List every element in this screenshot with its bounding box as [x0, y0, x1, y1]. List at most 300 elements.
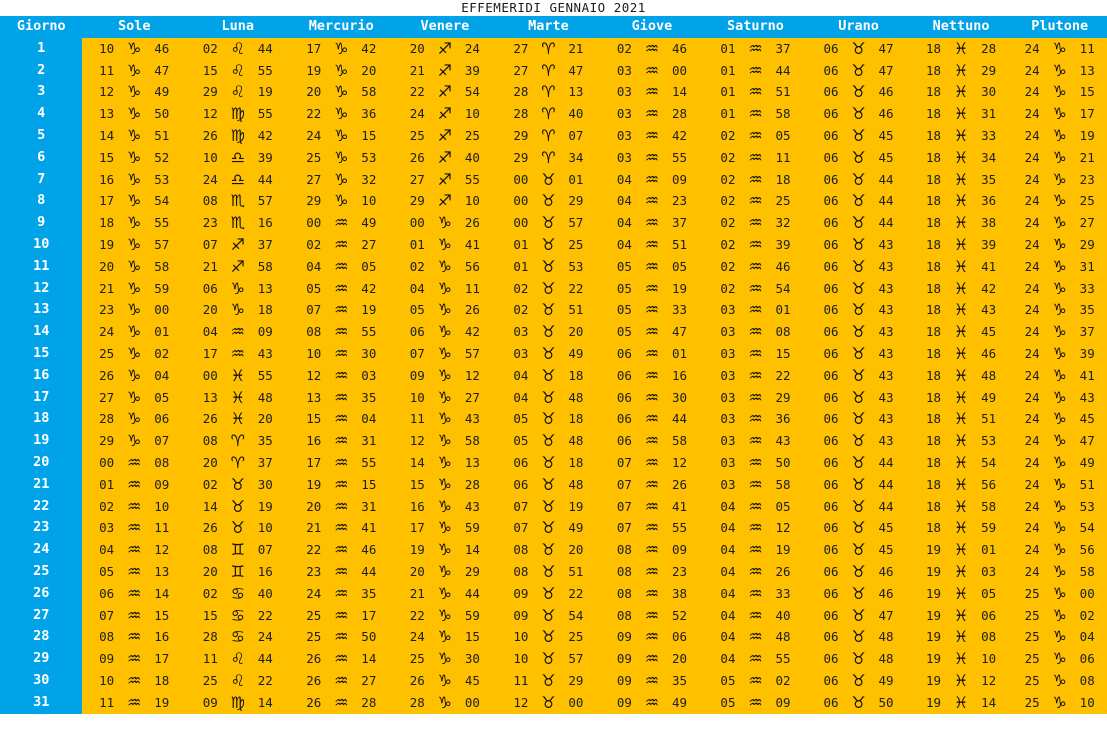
degrees-value: 24: [1024, 106, 1040, 122]
position-cell-plutone: [1012, 648, 1107, 670]
day-number: 2: [0, 60, 82, 82]
degrees-value: 02: [720, 149, 736, 165]
minutes-value: 44: [257, 651, 273, 667]
zodiac-cp-icon: ♑︎: [437, 452, 453, 472]
degrees-value: 08: [202, 433, 218, 449]
position-cell-nettuno: [910, 626, 1013, 648]
position-cell-sole: [82, 430, 186, 452]
degrees-value: 24: [1024, 476, 1040, 492]
zodiac-ta-icon: ♉︎: [851, 147, 866, 167]
zodiac-ta-icon: ♉︎: [851, 605, 866, 625]
day-number: 25: [0, 561, 82, 583]
zodiac-aq-icon: ♒︎: [748, 278, 763, 298]
minutes-value: 43: [878, 280, 894, 296]
minutes-value: 53: [1079, 498, 1095, 514]
position-cell-marte: [497, 583, 601, 605]
zodiac-cp-icon: ♑︎: [1052, 409, 1067, 429]
minutes-value: 48: [568, 476, 584, 492]
zodiac-aq-icon: ♒︎: [748, 104, 763, 124]
position-cell-marte: [497, 648, 601, 670]
minutes-value: 10: [981, 651, 997, 667]
minutes-value: 42: [464, 324, 480, 340]
position-cell-nettuno: [910, 670, 1013, 692]
minutes-value: 35: [361, 389, 377, 405]
minutes-value: 09: [257, 324, 273, 340]
position-cell-venere: [393, 60, 497, 82]
zodiac-ta-icon: ♉︎: [851, 322, 866, 342]
position-cell-nettuno: [910, 605, 1013, 627]
position-cell-giove: [600, 256, 704, 278]
position-cell-plutone: [1012, 539, 1107, 561]
table-row: [0, 605, 1107, 627]
degrees-value: 06: [823, 302, 839, 318]
degrees-value: 02: [513, 280, 529, 296]
degrees-value: 22: [306, 542, 322, 558]
minutes-value: 36: [981, 193, 997, 209]
minutes-value: 47: [568, 62, 584, 78]
degrees-value: 01: [720, 62, 736, 78]
degrees-value: 08: [616, 542, 632, 558]
degrees-value: 06: [823, 40, 839, 56]
degrees-value: 21: [306, 520, 322, 536]
minutes-value: 44: [878, 498, 894, 514]
position-cell-marte: [497, 626, 601, 648]
position-cell-urano: [807, 103, 910, 125]
minutes-value: 51: [671, 236, 687, 252]
position-cell-plutone: [1012, 147, 1107, 169]
day-number: 5: [0, 125, 82, 147]
minutes-value: 43: [257, 345, 273, 361]
minutes-value: 57: [257, 193, 273, 209]
degrees-value: 04: [616, 236, 632, 252]
position-cell-giove: [600, 430, 704, 452]
minutes-value: 18: [568, 411, 584, 427]
degrees-value: 02: [202, 476, 218, 492]
minutes-value: 26: [464, 215, 480, 231]
degrees-value: 04: [720, 498, 736, 514]
zodiac-aq-icon: ♒︎: [748, 649, 763, 669]
minutes-value: 49: [981, 389, 997, 405]
minutes-value: 51: [775, 84, 791, 100]
position-cell-luna: [186, 496, 290, 518]
zodiac-pi-icon: ♓︎: [953, 60, 969, 80]
position-cell-urano: [807, 539, 910, 561]
degrees-value: 20: [306, 498, 322, 514]
position-cell-nettuno: [910, 583, 1013, 605]
degrees-value: 20: [99, 258, 115, 274]
position-cell-mercurio: [290, 452, 394, 474]
degrees-value: 25: [409, 651, 425, 667]
degrees-value: 16: [99, 171, 115, 187]
minutes-value: 57: [568, 651, 584, 667]
degrees-value: 06: [616, 389, 632, 405]
degrees-value: 14: [202, 498, 218, 514]
minutes-value: 22: [568, 585, 584, 601]
minutes-value: 12: [671, 454, 687, 470]
zodiac-cp-icon: ♑︎: [437, 234, 453, 254]
zodiac-aq-icon: ♒︎: [644, 409, 660, 429]
zodiac-aq-icon: ♒︎: [644, 38, 660, 58]
position-cell-saturno: [704, 38, 808, 60]
position-cell-saturno: [704, 321, 808, 343]
position-cell-urano: [807, 278, 910, 300]
zodiac-aq-icon: ♒︎: [748, 169, 763, 189]
degrees-value: 04: [616, 215, 632, 231]
zodiac-cp-icon: ♑︎: [437, 278, 453, 298]
degrees-value: 18: [926, 84, 942, 100]
position-cell-giove: [600, 496, 704, 518]
degrees-value: 09: [513, 607, 529, 623]
table-body: [0, 38, 1107, 714]
zodiac-cp-icon: ♑︎: [127, 234, 142, 254]
zodiac-ta-icon: ♉︎: [851, 431, 866, 451]
degrees-value: 00: [99, 454, 115, 470]
degrees-value: 18: [926, 324, 942, 340]
minutes-value: 06: [981, 607, 997, 623]
zodiac-ta-icon: ♉︎: [230, 518, 245, 538]
position-cell-plutone: [1012, 365, 1107, 387]
minutes-value: 43: [981, 302, 997, 318]
position-cell-saturno: [704, 299, 808, 321]
table-row: [0, 561, 1107, 583]
position-cell-sole: [82, 278, 186, 300]
position-cell-mercurio: [290, 103, 394, 125]
zodiac-ta-icon: ♉︎: [541, 431, 556, 451]
table-row: [0, 648, 1107, 670]
zodiac-aq-icon: ♒︎: [748, 452, 763, 472]
zodiac-cp-icon: ♑︎: [437, 649, 453, 669]
degrees-value: 03: [720, 454, 736, 470]
zodiac-cp-icon: ♑︎: [1052, 474, 1067, 494]
position-cell-venere: [393, 234, 497, 256]
degrees-value: 18: [926, 476, 942, 492]
position-cell-venere: [393, 539, 497, 561]
position-cell-urano: [807, 256, 910, 278]
zodiac-ta-icon: ♉︎: [851, 692, 866, 712]
position-cell-urano: [807, 38, 910, 60]
position-cell-mercurio: [290, 365, 394, 387]
zodiac-aq-icon: ♒︎: [748, 518, 763, 538]
minutes-value: 17: [361, 607, 377, 623]
degrees-value: 08: [616, 585, 632, 601]
minutes-value: 37: [1079, 324, 1095, 340]
minutes-value: 54: [981, 454, 997, 470]
minutes-value: 22: [568, 280, 584, 296]
zodiac-ta-icon: ♉︎: [541, 627, 556, 647]
zodiac-sa-icon: ♐︎: [437, 147, 453, 167]
zodiac-ta-icon: ♉︎: [541, 169, 556, 189]
degrees-value: 03: [513, 324, 529, 340]
minutes-value: 13: [154, 563, 170, 579]
position-cell-nettuno: [910, 299, 1013, 321]
table-row: [0, 626, 1107, 648]
position-cell-urano: [807, 583, 910, 605]
zodiac-le-icon: ♌︎: [230, 82, 245, 102]
minutes-value: 04: [1079, 629, 1095, 645]
position-cell-plutone: [1012, 125, 1107, 147]
position-cell-sole: [82, 321, 186, 343]
zodiac-aq-icon: ♒︎: [748, 627, 763, 647]
degrees-value: 25: [1024, 694, 1040, 710]
zodiac-aq-icon: ♒︎: [748, 60, 763, 80]
position-cell-giove: [600, 343, 704, 365]
minutes-value: 05: [154, 389, 170, 405]
minutes-value: 28: [361, 694, 377, 710]
position-cell-marte: [497, 605, 601, 627]
zodiac-aq-icon: ♒︎: [644, 278, 660, 298]
minutes-value: 08: [981, 629, 997, 645]
degrees-value: 04: [720, 563, 736, 579]
minutes-value: 09: [671, 542, 687, 558]
zodiac-ge-icon: ♊︎: [230, 540, 245, 560]
position-cell-sole: [82, 147, 186, 169]
degrees-value: 24: [1024, 563, 1040, 579]
degrees-value: 24: [409, 106, 425, 122]
position-cell-venere: [393, 605, 497, 627]
zodiac-ta-icon: ♉︎: [851, 125, 866, 145]
degrees-value: 20: [202, 563, 218, 579]
day-number: 17: [0, 387, 82, 409]
degrees-value: 24: [1024, 411, 1040, 427]
zodiac-aq-icon: ♒︎: [230, 322, 245, 342]
minutes-value: 35: [361, 585, 377, 601]
zodiac-aq-icon: ♒︎: [644, 104, 660, 124]
minutes-value: 23: [671, 563, 687, 579]
degrees-value: 18: [926, 454, 942, 470]
column-header-luna: Luna: [186, 16, 290, 38]
position-cell-mercurio: [290, 605, 394, 627]
position-cell-saturno: [704, 343, 808, 365]
minutes-value: 19: [257, 84, 273, 100]
degrees-value: 24: [1024, 236, 1040, 252]
degrees-value: 16: [409, 498, 425, 514]
zodiac-aq-icon: ♒︎: [748, 300, 763, 320]
degrees-value: 01: [513, 236, 529, 252]
position-cell-luna: [186, 343, 290, 365]
minutes-value: 42: [257, 127, 273, 143]
degrees-value: 24: [1024, 171, 1040, 187]
position-cell-nettuno: [910, 81, 1013, 103]
zodiac-cp-icon: ♑︎: [437, 322, 453, 342]
day-number: 28: [0, 626, 82, 648]
day-number: 19: [0, 430, 82, 452]
degrees-value: 28: [202, 629, 218, 645]
zodiac-aq-icon: ♒︎: [748, 583, 763, 603]
minutes-value: 18: [154, 672, 170, 688]
degrees-value: 06: [513, 454, 529, 470]
degrees-value: 18: [926, 389, 942, 405]
zodiac-ar-icon: ♈︎: [541, 125, 556, 145]
position-cell-nettuno: [910, 343, 1013, 365]
zodiac-aq-icon: ♒︎: [748, 125, 763, 145]
degrees-value: 03: [99, 520, 115, 536]
day-number: 8: [0, 190, 82, 212]
minutes-value: 44: [878, 193, 894, 209]
minutes-value: 14: [981, 694, 997, 710]
degrees-value: 24: [1024, 40, 1040, 56]
degrees-value: 25: [202, 672, 218, 688]
position-cell-plutone: [1012, 212, 1107, 234]
position-cell-luna: [186, 452, 290, 474]
degrees-value: 02: [720, 127, 736, 143]
minutes-value: 53: [981, 433, 997, 449]
position-cell-plutone: [1012, 496, 1107, 518]
position-cell-nettuno: [910, 539, 1013, 561]
minutes-value: 44: [361, 563, 377, 579]
minutes-value: 43: [464, 411, 480, 427]
minutes-value: 44: [878, 215, 894, 231]
position-cell-plutone: [1012, 38, 1107, 60]
zodiac-cp-icon: ♑︎: [334, 82, 349, 102]
minutes-value: 35: [257, 433, 273, 449]
zodiac-cp-icon: ♑︎: [127, 343, 142, 363]
position-cell-luna: [186, 278, 290, 300]
degrees-value: 18: [926, 433, 942, 449]
position-cell-urano: [807, 147, 910, 169]
position-cell-giove: [600, 561, 704, 583]
header-row: [0, 16, 1107, 38]
degrees-value: 24: [409, 629, 425, 645]
zodiac-aq-icon: ♒︎: [644, 496, 660, 516]
minutes-value: 01: [981, 542, 997, 558]
position-cell-venere: [393, 387, 497, 409]
degrees-value: 29: [202, 84, 218, 100]
minutes-value: 51: [154, 127, 170, 143]
position-cell-marte: [497, 539, 601, 561]
zodiac-cp-icon: ♑︎: [127, 147, 142, 167]
minutes-value: 06: [154, 411, 170, 427]
position-cell-marte: [497, 256, 601, 278]
position-cell-saturno: [704, 583, 808, 605]
minutes-value: 48: [878, 629, 894, 645]
zodiac-aq-icon: ♒︎: [334, 322, 349, 342]
degrees-value: 19: [99, 236, 115, 252]
degrees-value: 06: [823, 651, 839, 667]
degrees-value: 04: [616, 171, 632, 187]
minutes-value: 03: [361, 367, 377, 383]
degrees-value: 29: [513, 149, 529, 165]
minutes-value: 33: [775, 585, 791, 601]
minutes-value: 46: [878, 563, 894, 579]
minutes-value: 56: [1079, 542, 1095, 558]
degrees-value: 05: [616, 302, 632, 318]
position-cell-nettuno: [910, 648, 1013, 670]
degrees-value: 24: [1024, 302, 1040, 318]
zodiac-cn-icon: ♋︎: [230, 605, 245, 625]
minutes-value: 57: [568, 215, 584, 231]
minutes-value: 49: [1079, 454, 1095, 470]
minutes-value: 58: [464, 433, 480, 449]
zodiac-cp-icon: ♑︎: [127, 82, 142, 102]
position-cell-venere: [393, 692, 497, 714]
degrees-value: 04: [720, 651, 736, 667]
day-number: 7: [0, 169, 82, 191]
position-cell-sole: [82, 212, 186, 234]
position-cell-marte: [497, 190, 601, 212]
minutes-value: 01: [568, 171, 584, 187]
minutes-value: 43: [878, 324, 894, 340]
zodiac-aq-icon: ♒︎: [334, 583, 349, 603]
degrees-value: 29: [99, 433, 115, 449]
minutes-value: 06: [1079, 651, 1095, 667]
zodiac-cp-icon: ♑︎: [437, 474, 453, 494]
minutes-value: 41: [1079, 367, 1095, 383]
minutes-value: 00: [671, 62, 687, 78]
minutes-value: 40: [257, 585, 273, 601]
column-header-saturno: Saturno: [704, 16, 808, 38]
position-cell-giove: [600, 474, 704, 496]
position-cell-luna: [186, 38, 290, 60]
degrees-value: 01: [720, 106, 736, 122]
position-cell-mercurio: [290, 648, 394, 670]
degrees-value: 05: [616, 324, 632, 340]
degrees-value: 18: [926, 411, 942, 427]
table-row: [0, 147, 1107, 169]
degrees-value: 04: [306, 258, 322, 274]
position-cell-venere: [393, 125, 497, 147]
position-cell-nettuno: [910, 278, 1013, 300]
degrees-value: 03: [720, 389, 736, 405]
zodiac-aq-icon: ♒︎: [748, 561, 763, 581]
table-row: [0, 474, 1107, 496]
minutes-value: 25: [464, 127, 480, 143]
zodiac-cp-icon: ♑︎: [1052, 692, 1067, 712]
zodiac-sa-icon: ♐︎: [437, 125, 453, 145]
minutes-value: 13: [464, 454, 480, 470]
position-cell-sole: [82, 517, 186, 539]
position-cell-marte: [497, 81, 601, 103]
minutes-value: 07: [568, 127, 584, 143]
minutes-value: 57: [464, 345, 480, 361]
zodiac-cp-icon: ♑︎: [127, 169, 142, 189]
degrees-value: 17: [202, 345, 218, 361]
position-cell-plutone: [1012, 81, 1107, 103]
position-cell-nettuno: [910, 125, 1013, 147]
zodiac-cp-icon: ♑︎: [1052, 169, 1067, 189]
degrees-value: 27: [513, 62, 529, 78]
zodiac-cp-icon: ♑︎: [437, 627, 453, 647]
zodiac-pi-icon: ♓︎: [953, 125, 969, 145]
position-cell-luna: [186, 670, 290, 692]
degrees-value: 28: [409, 694, 425, 710]
position-cell-giove: [600, 583, 704, 605]
minutes-value: 18: [568, 367, 584, 383]
degrees-value: 03: [720, 433, 736, 449]
zodiac-aq-icon: ♒︎: [644, 256, 660, 276]
zodiac-aq-icon: ♒︎: [127, 561, 142, 581]
degrees-value: 28: [513, 106, 529, 122]
zodiac-aq-icon: ♒︎: [334, 452, 349, 472]
position-cell-mercurio: [290, 147, 394, 169]
minutes-value: 01: [154, 324, 170, 340]
position-cell-mercurio: [290, 234, 394, 256]
zodiac-aq-icon: ♒︎: [127, 474, 142, 494]
zodiac-ta-icon: ♉︎: [851, 452, 866, 472]
degrees-value: 06: [616, 345, 632, 361]
column-header-venere: Venere: [393, 16, 497, 38]
minutes-value: 51: [568, 302, 584, 318]
minutes-value: 29: [464, 563, 480, 579]
minutes-value: 55: [671, 520, 687, 536]
degrees-value: 24: [306, 585, 322, 601]
position-cell-saturno: [704, 212, 808, 234]
position-cell-venere: [393, 583, 497, 605]
minutes-value: 10: [154, 498, 170, 514]
zodiac-pi-icon: ♓︎: [953, 649, 969, 669]
minutes-value: 15: [1079, 84, 1095, 100]
minutes-value: 14: [361, 651, 377, 667]
minutes-value: 26: [464, 302, 480, 318]
